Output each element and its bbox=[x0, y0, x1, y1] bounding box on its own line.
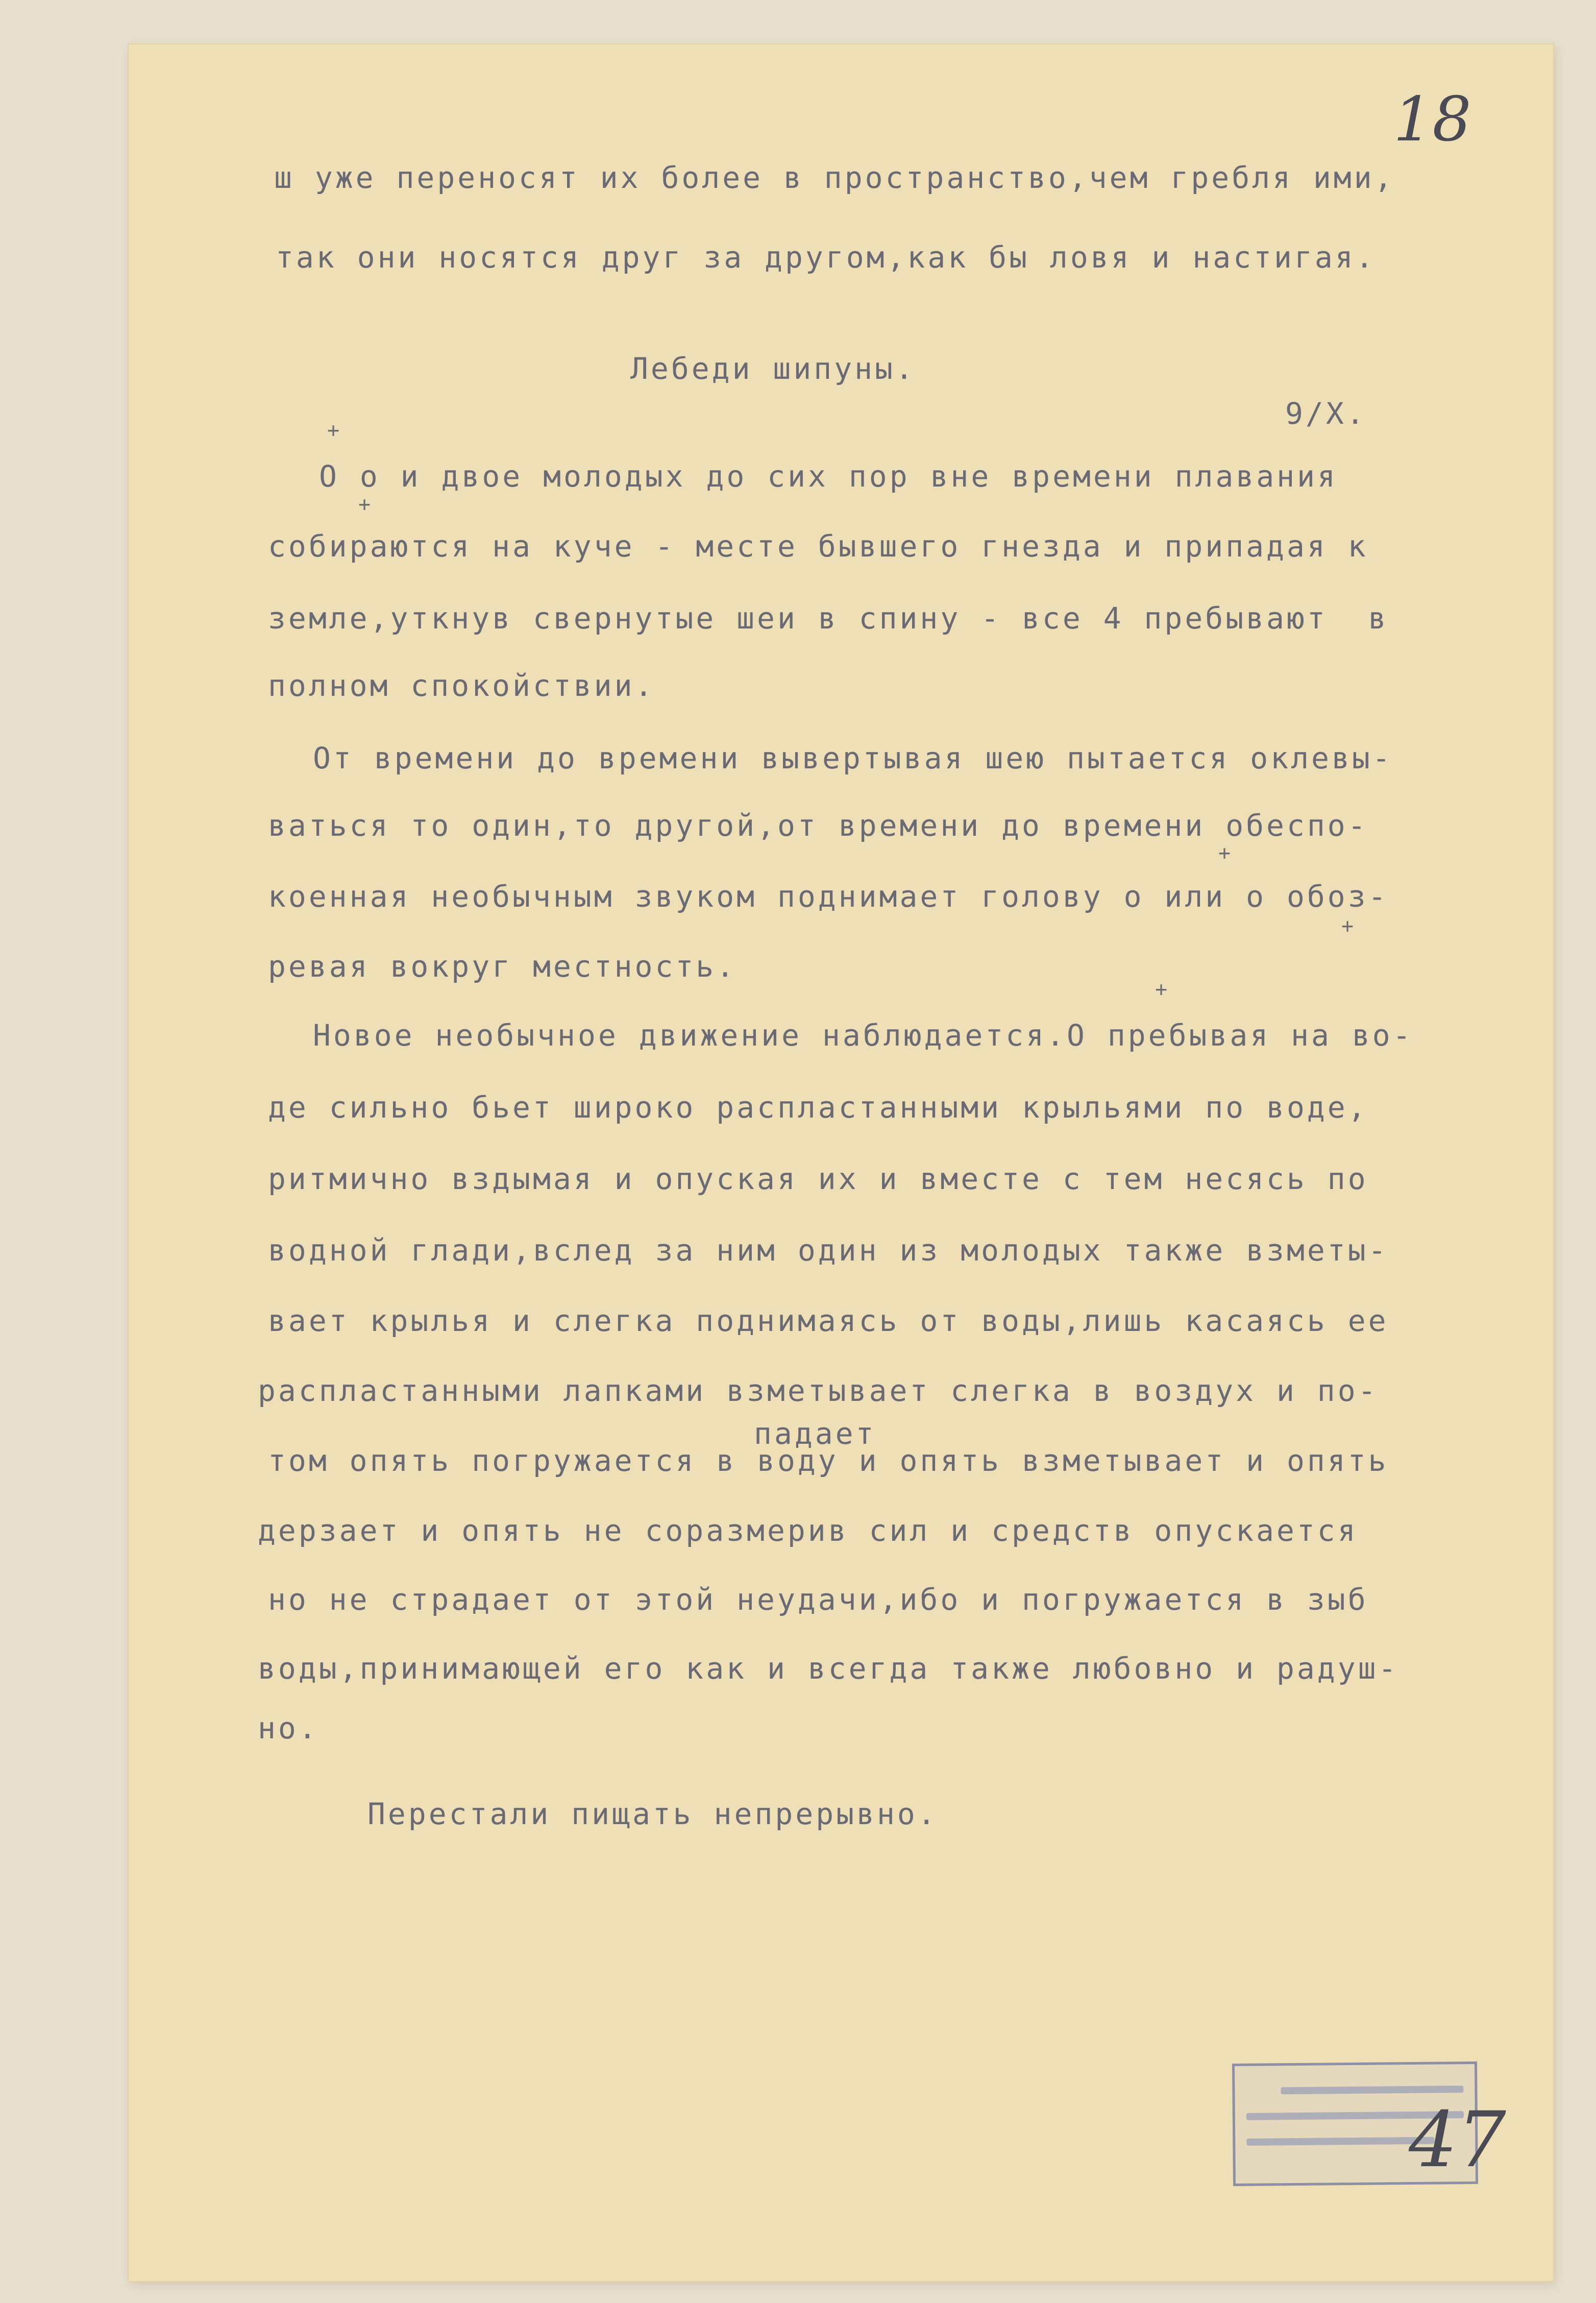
interlinear-insertion: падает bbox=[754, 1416, 876, 1451]
text-line: От времени до времени вывертывая шею пытается оклевы- bbox=[313, 741, 1393, 775]
text-line: водной глади,вслед за ним один из молодых также взметы- bbox=[268, 1233, 1389, 1268]
text-line: ш уже переносят их более в пространство,чем гребля ими, bbox=[274, 160, 1395, 195]
text-line: О о и двое молодых до сих пор вне времени плавания bbox=[319, 459, 1338, 494]
text-line: полном спокойствии. bbox=[268, 668, 655, 703]
text-line: ритмично вздымая и опуская их и вместе с тем несясь по bbox=[268, 1161, 1368, 1196]
male-symbol-mark: + bbox=[1218, 841, 1231, 865]
text-line: воды,принимающей его как и всегда также любовно и радуш- bbox=[258, 1651, 1399, 1686]
document-page bbox=[128, 43, 1554, 2282]
sheet-number: 47 bbox=[1409, 2096, 1506, 2185]
text-line: дерзает и опять не соразмерив сил и средств опускается bbox=[258, 1513, 1358, 1548]
text-line: распластанными лапками взметывает слегка в воздух и по- bbox=[258, 1373, 1379, 1408]
text-line: но. bbox=[258, 1711, 319, 1746]
male-symbol-mark: + bbox=[327, 419, 340, 442]
entry-date: 9/X. bbox=[1285, 396, 1367, 431]
text-line: собираются на куче - месте бывшего гнезда и припадая к bbox=[268, 529, 1368, 564]
male-symbol-mark: + bbox=[358, 493, 371, 516]
text-line: ревая вокруг местность. bbox=[268, 949, 737, 984]
text-line: ваться то один,то другой,от времени до времени обеспо- bbox=[268, 808, 1368, 843]
text-line: вает крылья и слегка поднимаясь от воды,лишь касаясь ее bbox=[268, 1303, 1389, 1338]
stamp-line bbox=[1246, 2137, 1434, 2146]
stamp-line bbox=[1281, 2086, 1463, 2094]
text-line: Новое необычное движение наблюдается.О пребывая на во- bbox=[313, 1018, 1413, 1053]
text-line: де сильно бьет широко распластанными крыльями по воде, bbox=[268, 1090, 1368, 1125]
text-line: том опять погружается в воду и опять взметывает и опять bbox=[268, 1443, 1389, 1478]
text-line: так они носятся друг за другом,как бы ловя и настигая. bbox=[276, 240, 1376, 275]
male-symbol-mark: + bbox=[1155, 978, 1168, 1001]
text-line: коенная необычным звуком поднимает голову о или о обоз- bbox=[268, 879, 1389, 914]
text-line: Перестали пищать непрерывно. bbox=[367, 1797, 938, 1831]
text-line: земле,уткнув свернутые шеи в спину - все 4 пребывают в bbox=[268, 601, 1389, 636]
text-line: но не страдает от этой неудачи,ибо и погружается в зыб bbox=[268, 1582, 1368, 1617]
folio-number: 18 bbox=[1393, 84, 1471, 155]
male-symbol-mark: + bbox=[1341, 914, 1354, 938]
section-heading: Лебеди шипуны. bbox=[630, 351, 916, 386]
